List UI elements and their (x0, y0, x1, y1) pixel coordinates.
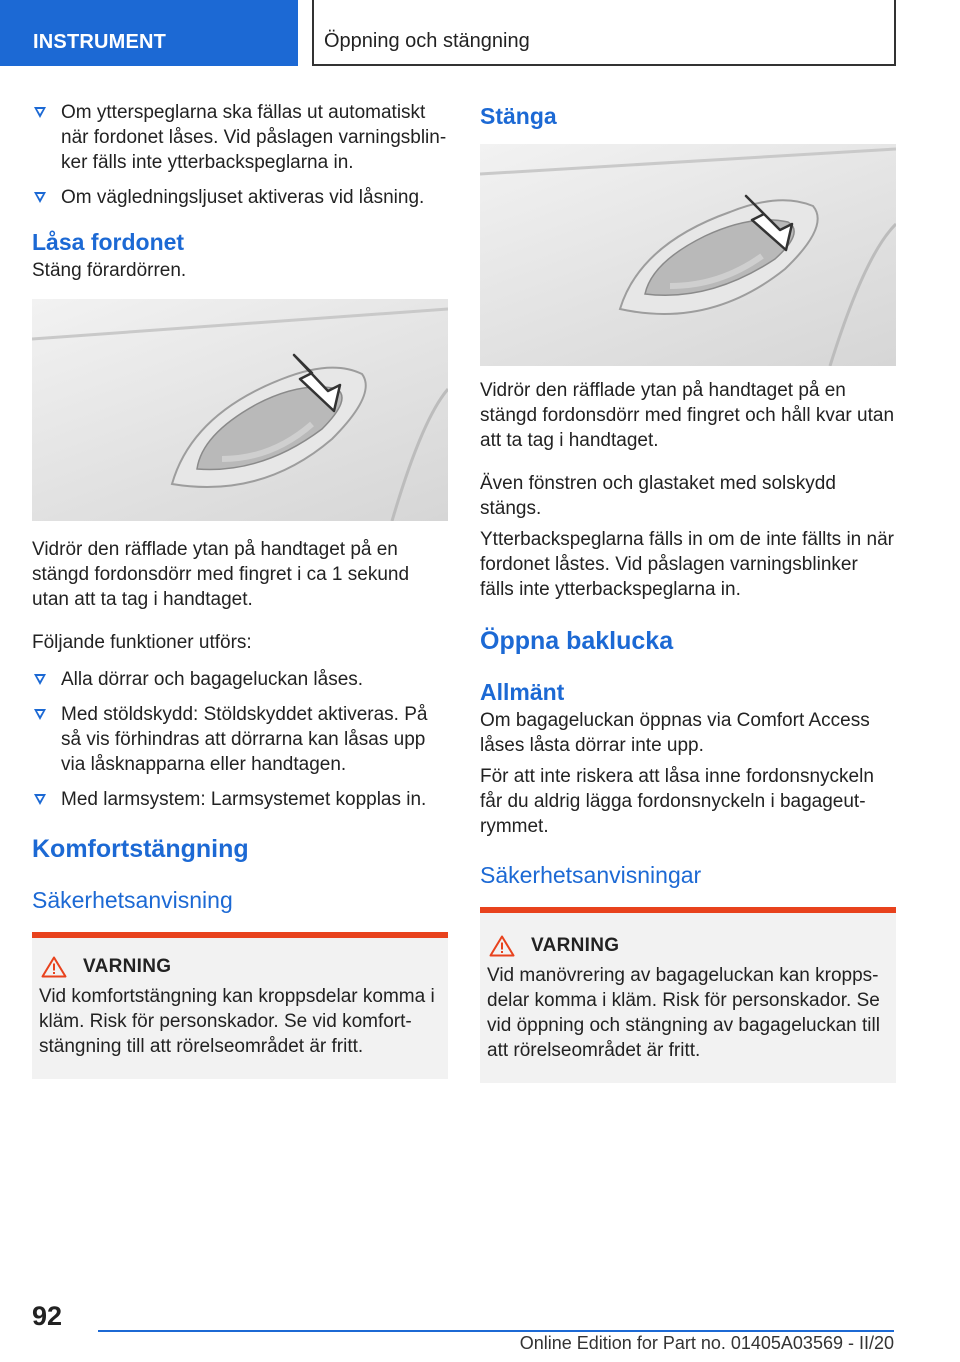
paragraph: Vidrör den räfflade ytan på handtaget på en stängd fordonsdörr med fingret i ca 1 sekund utan att ta tag i handtaget. (32, 539, 410, 610)
left-column (32, 100, 448, 1099)
warning-title-row (39, 956, 440, 978)
door-handle-illustration (32, 299, 448, 521)
warning-title: VARNING (83, 956, 172, 977)
warning-title-row (487, 935, 888, 957)
warning-triangle-icon (489, 935, 515, 957)
paragraph: Ytterbackspeglarna fälls in om de inte fällts in när fordonet låstes. Vid påslagen varningsblinker fälls inte ytterbackspeglarna in. (480, 529, 894, 600)
subheading-safety: Säkerhetsanvisning (32, 887, 233, 913)
paragraph: För att inte riskera att låsa inne fordonsnyckeln får du aldrig lägga fordonsnyckeln i bagageut‐rymmet. (480, 766, 874, 837)
bullet-triangle-icon (34, 192, 46, 203)
list-item: Om vägledningsljuset aktiveras vid låsning. (32, 185, 448, 210)
paragraph: Om bagageluckan öppnas via Comfort Access låses låsta dörrar inte upp. (480, 710, 870, 756)
heading-close: Stänga (480, 103, 557, 129)
bullet-list-functions (32, 667, 448, 812)
paragraph: Stäng förardörren. (32, 260, 187, 281)
warning-box (480, 907, 896, 1083)
list-item: Alla dörrar och bagageluckan låses. (32, 667, 448, 692)
paragraph: Även fönstren och glastaket med solskydd stängs. (480, 473, 836, 519)
heading-lock-vehicle: Låsa fordonet (32, 229, 185, 255)
bullet-triangle-icon (34, 709, 46, 720)
edition-text: Online Edition for Part no. 01405A03569 - II/20 (519, 1333, 894, 1353)
subheading-general: Allmänt (480, 679, 565, 705)
heading-open-trunk: Öppna baklucka (480, 627, 674, 655)
warning-triangle-icon (41, 956, 67, 978)
list-item: Med stöldskydd: Stöldskyddet aktiveras. På så vis förhindras att dörrarna kan låsas upp via låsknapparna eller handtagen. (32, 702, 448, 777)
list-item: Om ytterspeglarna ska fällas ut automatiskt när fordonet låses. Vid påslagen varningsblin‐ker fälls inte ytterbackspeglarna in. (32, 100, 448, 175)
list-item: Med larmsystem: Larmsystemet kopplas in. (32, 787, 448, 812)
section-title: INSTRUMENT (33, 31, 167, 53)
bullet-list-mirrors (32, 100, 448, 210)
right-column (480, 100, 896, 1103)
warning-title: VARNING (531, 935, 620, 956)
bullet-triangle-icon (34, 107, 46, 118)
warning-box (32, 932, 448, 1079)
subheading-safety: Säkerhetsanvisningar (480, 862, 702, 888)
section-tab (0, 0, 298, 66)
footer-divider (98, 1330, 894, 1332)
page-number: 92 (32, 1301, 63, 1331)
bullet-triangle-icon (34, 794, 46, 805)
door-handle-illustration (480, 144, 896, 366)
chapter-header (312, 0, 896, 66)
warning-text: Vid manövrering av bagageluckan kan kropps‐delar komma i kläm. Risk för personskador. Se vid öppning och stängning av bagageluckan till att rörelseområdet är fritt. (487, 965, 880, 1061)
chapter-title: Öppning och stängning (324, 30, 530, 52)
warning-text: Vid komfortstängning kan kroppsdelar komma i kläm. Risk för personskador. Se vid komfort‐stängning till att rörelseområdet är fritt. (39, 986, 435, 1057)
bullet-triangle-icon (34, 674, 46, 685)
heading-comfort-closing: Komfortstängning (32, 835, 249, 863)
paragraph: Följande funktioner utförs: (32, 632, 252, 653)
door-handle-image (32, 299, 448, 521)
paragraph: Vidrör den räfflade ytan på handtaget på en stängd fordonsdörr med fingret och håll kvar utan att ta tag i handtaget. (480, 380, 895, 451)
door-handle-image (480, 144, 896, 366)
